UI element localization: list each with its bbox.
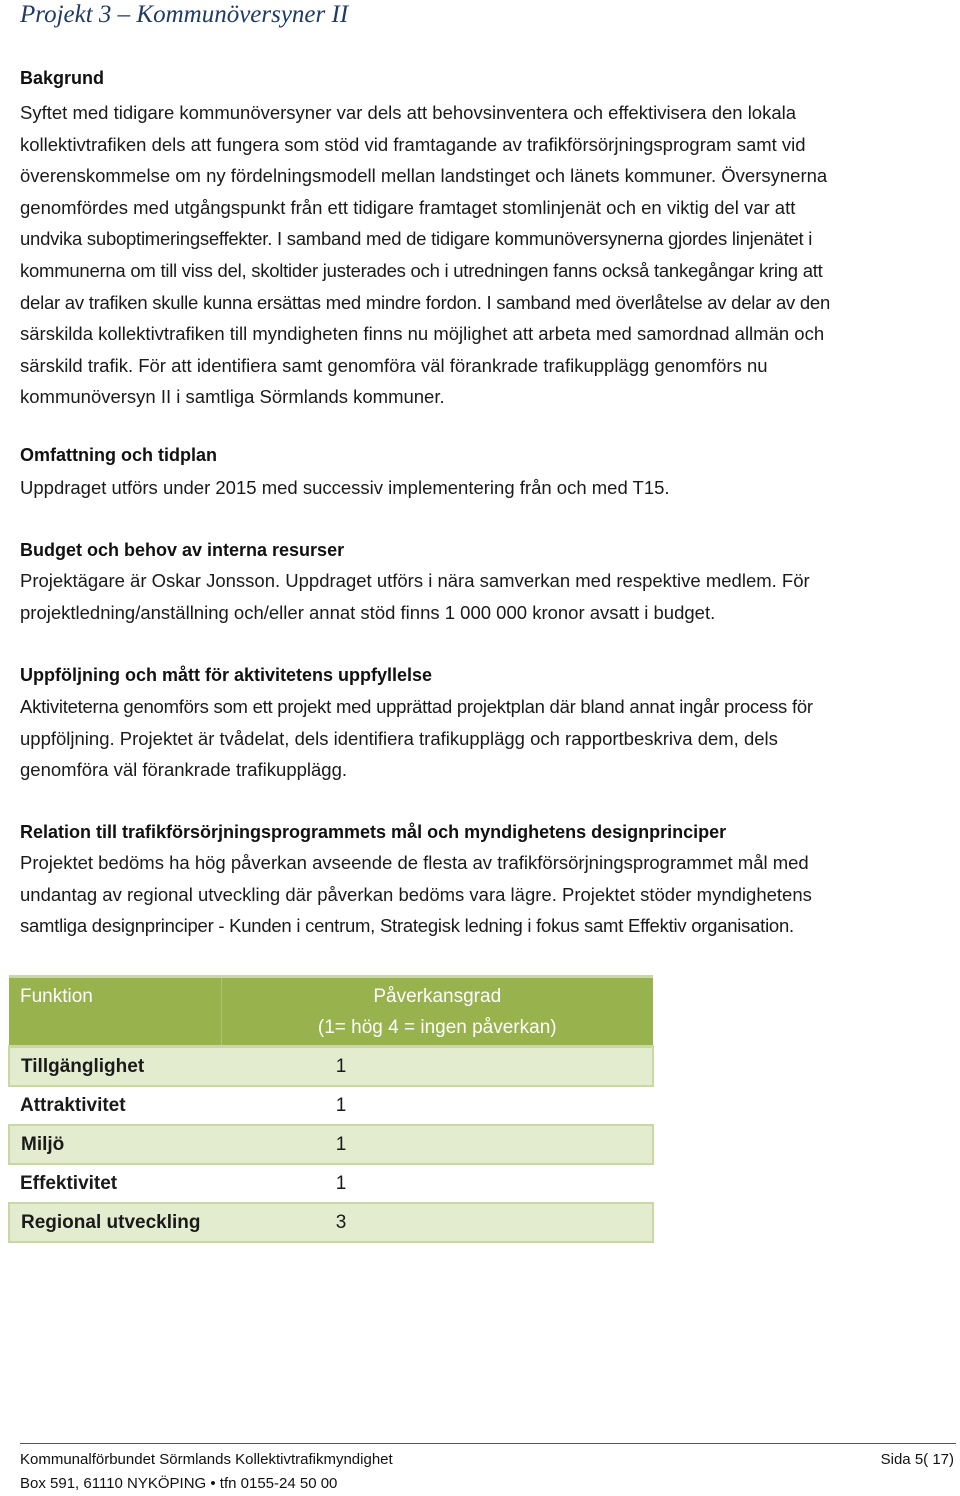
paragraph-omfattning	[20, 472, 950, 504]
cell-grad: 1	[221, 1047, 461, 1087]
cell-empty	[461, 1164, 653, 1203]
cell-grad: 3	[221, 1203, 461, 1242]
heading-omfattning: Omfattning och tidplan	[20, 445, 217, 465]
text-line: projektledning/anställning och/eller annat stöd finns 1 000 000 kronor avsatt i budget.	[20, 601, 716, 623]
cell-grad: 1	[221, 1086, 461, 1125]
heading-relation: Relation till trafikförsörjningsprogrammets mål och myndighetens designprinciper	[20, 822, 727, 842]
table-row	[9, 1164, 653, 1203]
table-row	[9, 1086, 653, 1125]
text-line: kommunöversyn II i samtliga Sörmlands kommuner.	[20, 386, 445, 408]
text-line: genomfördes med utgångspunkt från ett tidigare framtaget stomlinjenät och en viktig del var att	[20, 196, 796, 218]
header-paverkansgrad	[221, 977, 653, 1047]
text-line: Projektägare är Oskar Jonsson. Uppdraget utförs i nära samverkan med respektive medlem. För	[20, 570, 810, 591]
footer-organization-block	[20, 1448, 393, 1496]
cell-empty	[461, 1086, 653, 1125]
header-paverkansgrad-line2: (1= hög 4 = ingen påverkan)	[317, 1016, 557, 1038]
paragraph-bakgrund	[20, 97, 950, 413]
text-line: Aktiviteterna genomförs som ett projekt med upprättad projektplan där bland annat ingår process för	[20, 696, 813, 717]
cell-empty	[461, 1125, 653, 1164]
cell-funktion: Tillgänglighet	[9, 1047, 221, 1087]
header-paverkansgrad-line1: Påverkansgrad	[373, 985, 502, 1007]
page-number: Sida 5( 17)	[880, 1451, 954, 1468]
text-line: samtliga designprinciper - Kunden i centrum, Strategisk ledning i fokus samt Effektiv organisation.	[20, 915, 794, 937]
text-line: undantag av regional utveckling där påverkan bedöms vara lägre. Projektet stöder myndighetens	[20, 883, 812, 905]
cell-funktion: Regional utveckling	[9, 1203, 221, 1242]
heading-bakgrund: Bakgrund	[20, 68, 105, 88]
text-line: uppföljning. Projektet är tvådelat, dels identifiera trafikupplägg och rapportbeskriva dem, dels	[20, 727, 778, 749]
text-line: delar av trafiken skulle kunna ersättas med mindre fordon. I samband med överlåtelse av delar av den	[20, 291, 831, 313]
table-row	[9, 1203, 653, 1242]
footer-divider	[20, 1443, 956, 1444]
footer-address: Box 591, 61110 NYKÖPING • tfn 0155-24 50 00	[20, 1475, 338, 1492]
header-funktion: Funktion	[9, 977, 221, 1047]
footer-organization: Kommunalförbundet Sörmlands Kollektivtrafikmyndighet	[20, 1451, 393, 1468]
text-line: särskild trafik. För att identifiera samt genomföra väl förankrade trafikupplägg genomförs nu	[20, 354, 768, 376]
cell-empty	[461, 1047, 653, 1087]
paragraph-relation	[20, 847, 950, 942]
cell-funktion: Attraktivitet	[9, 1086, 221, 1125]
table-header-row	[9, 977, 653, 1047]
page-title: Projekt 3 – Kommunöversyner II	[20, 1, 349, 28]
text-line: överenskommelse om ny fördelningsmodell mellan landstinget och länets kommuner. Översynerna	[20, 165, 828, 187]
cell-empty	[461, 1203, 653, 1242]
text-line: särskilda kollektivtrafiken till myndigheten finns nu möjlighet att arbeta med samordnad allmän och	[20, 323, 825, 345]
text-line: genomföra väl förankrade trafikupplägg.	[20, 759, 348, 781]
paragraph-budget	[20, 565, 950, 628]
text-line: Syftet med tidigare kommunöversyner var dels att behovsinventera och effektivisera den lokala	[20, 102, 797, 123]
cell-funktion: Effektivitet	[9, 1164, 221, 1203]
impact-table	[8, 975, 654, 1243]
cell-grad: 1	[221, 1164, 461, 1203]
text-line: Uppdraget utförs under 2015 med successiv implementering från och med T15.	[20, 477, 670, 498]
paragraph-uppfoljning	[20, 691, 950, 786]
cell-grad: 1	[221, 1125, 461, 1164]
heading-budget: Budget och behov av interna resurser	[20, 540, 345, 560]
text-line: kollektivtrafiken dels att fungera som stöd vid framtagande av trafikförsörjningsprogram samt vid	[20, 133, 806, 155]
text-line: Projektet bedöms ha hög påverkan avseende de flesta av trafikförsörjningsprogrammet mål med	[20, 852, 809, 873]
text-line: undvika suboptimeringseffekter. I samband med de tidigare kommunöversynerna gjordes linjenätet i	[20, 228, 813, 250]
text-line: kommunerna om till viss del, skoltider justerades och i utredningen fanns också tankegångar kring att	[20, 259, 823, 281]
table-row	[9, 1125, 653, 1164]
cell-funktion: Miljö	[9, 1125, 221, 1164]
table-row	[9, 1047, 653, 1087]
heading-uppfoljning: Uppföljning och mått för aktivitetens uppfyllelse	[20, 665, 433, 685]
